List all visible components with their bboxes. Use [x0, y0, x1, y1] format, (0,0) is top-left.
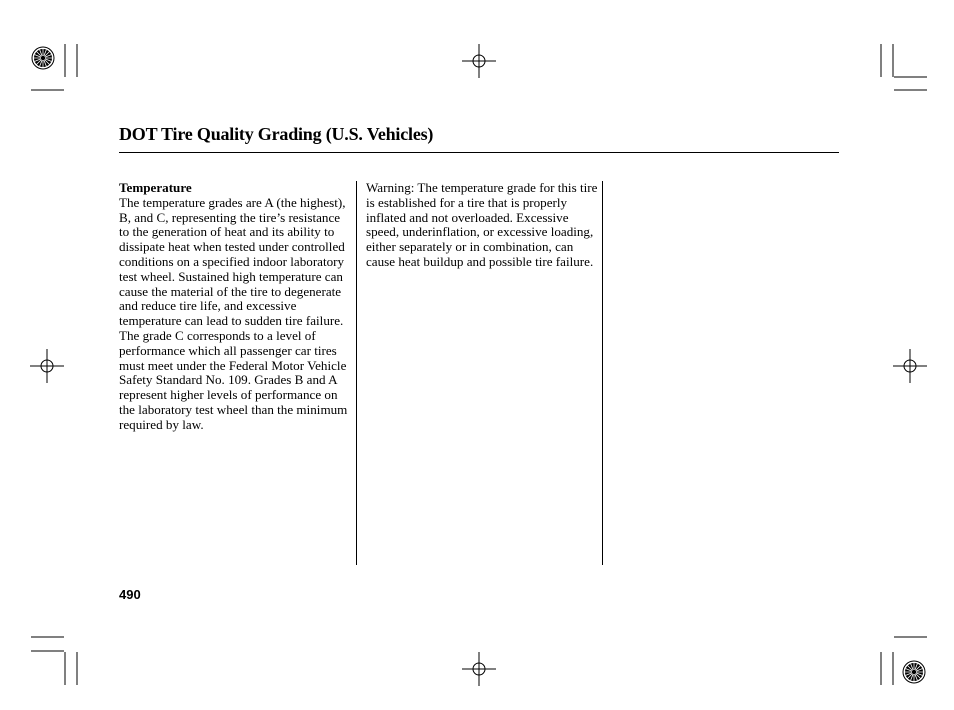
page-number: 490 — [119, 587, 141, 602]
warning-text: Warning: The temperature grade for this tire is established for a tire that is properly inflated and not overloaded. Excessive speed, underinflation, or excessive loading, either separately or in combination, can cause heat buildup and possible tire failure. — [366, 180, 598, 269]
registration-target-icon — [30, 349, 64, 383]
section-heading: Temperature — [119, 180, 192, 195]
registration-target-icon — [462, 44, 496, 78]
page-title: DOT Tire Quality Grading (U.S. Vehicles) — [119, 124, 434, 144]
column-divider — [602, 181, 603, 565]
crop-mark-icon — [31, 637, 77, 685]
column-divider — [356, 181, 357, 565]
starburst-target-icon — [903, 661, 925, 683]
title-underline — [119, 152, 839, 153]
text-column-middle — [366, 181, 598, 270]
crop-mark-icon — [881, 44, 927, 90]
starburst-target-icon — [32, 47, 54, 69]
text-column-left — [119, 181, 351, 433]
registration-target-icon — [893, 349, 927, 383]
registration-target-icon — [462, 652, 496, 686]
section-body: The temperature grades are A (the highest), B, and C, representing the tire’s resistance to the generation of heat and its ability to dissipate heat when tested under controlled conditions on a specified indoor laboratory test wheel. Sustained high temperature can cause the material of the tire to degenerate and reduce tire life, and excessive temperature can lead to sudden tire failure. The grade C corresponds to a level of performance which all passenger car tires must meet under the Federal Motor Vehicle Safety Standard No. 109. Grades B and A represent higher levels of performance on the laboratory test wheel than the minimum required by law. — [119, 194, 348, 432]
